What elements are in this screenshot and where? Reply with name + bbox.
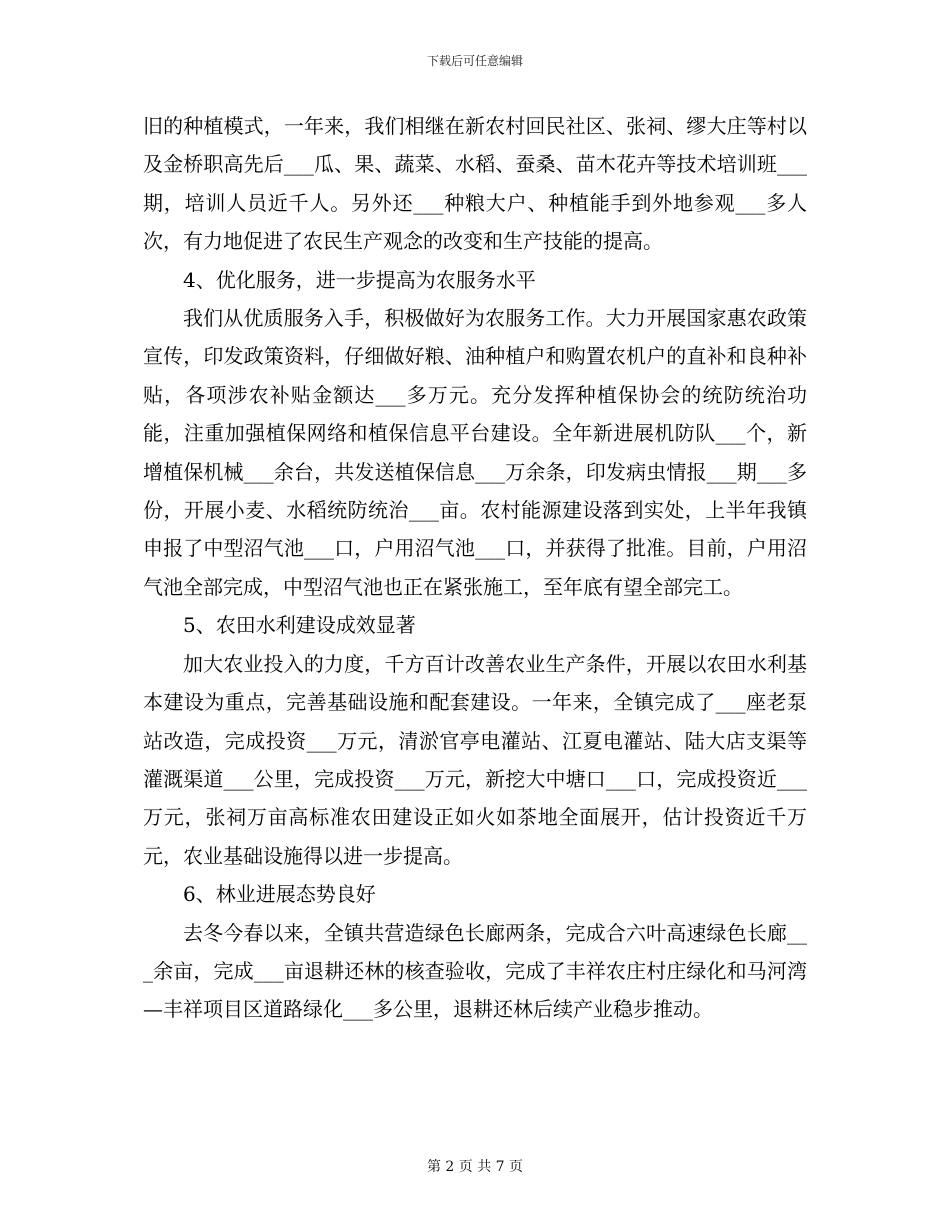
section-heading-forestry: 6、林业进展态势良好 <box>183 882 376 907</box>
paragraph-service: 我们从优质服务入手，积极做好为农服务工作。大力开展国家惠农政策宣传，印发政策资料，仔细做好粮、油种植户和购置农机户的直补和良种补贴，各项涉农补贴金额达___多万元。充分发挥种植保协会的统防统治功能，注重加强植保网络和植保信息平台建设。全年新进展机防队___个，新增植保机械___余台，共发送植保信息___万余条，印发病虫情报___期___多份，开展小麦、水稻统防统治___亩。农村能源建设落到实处，上半年我镇申报了中型沼气池___口，户用沼气池___口，并获得了批准。目前，户用沼气池全部完成，中型沼气池也正在紧张施工，至年底有望全部完工。 <box>143 306 807 599</box>
section-heading-service: 4、优化服务，进一步提高为农服务水平 <box>183 267 536 292</box>
section-heading-irrigation: 5、农田水利建设成效显著 <box>183 613 416 638</box>
paragraph-forestry: 去冬今春以来，全镇共营造绿色长廊两条，完成合六叶高速绿色长廊___余亩，完成___亩退耕还林的核查验收，完成了丰祥农庄村庄绿化和马河湾—丰祥项目区道路绿化___多公里，退耕还林后续产业稳步推动。 <box>143 920 807 1022</box>
paragraph-irrigation: 加大农业投入的力度，千方百计改善农业生产条件，开展以农田水利基本建设为重点，完善基础设施和配套建设。一年来，全镇完成了___座老泵站改造，完成投资___万元，清淤官亭电灌站、江夏电灌站、陆大店支渠等灌溉渠道___公里，完成投资___万元，新挖大中塘口___口，完成投资近___万元，张祠万亩高标准农田建设正如火如茶地全面展开，估计投资近千万元，农业基础设施得以进一步提高。 <box>143 651 807 868</box>
document-body <box>143 107 807 1029</box>
page-number: 第 2 页 共 7 页 <box>426 1159 524 1175</box>
page-header: 下载后可任意编辑 <box>426 54 523 68</box>
paragraph-training-continuation: 旧的种植模式，一年来，我们相继在新农村回民社区、张祠、缪大庄等村以及金桥职高先后___瓜、果、蔬菜、水稻、蚕桑、苗木花卉等技术培训班___期，培训人员近千人。另外还___种粮大户、种植能手到外地参观___多人次，有力地促进了农民生产观念的改变和生产技能的提高。 <box>143 114 807 254</box>
